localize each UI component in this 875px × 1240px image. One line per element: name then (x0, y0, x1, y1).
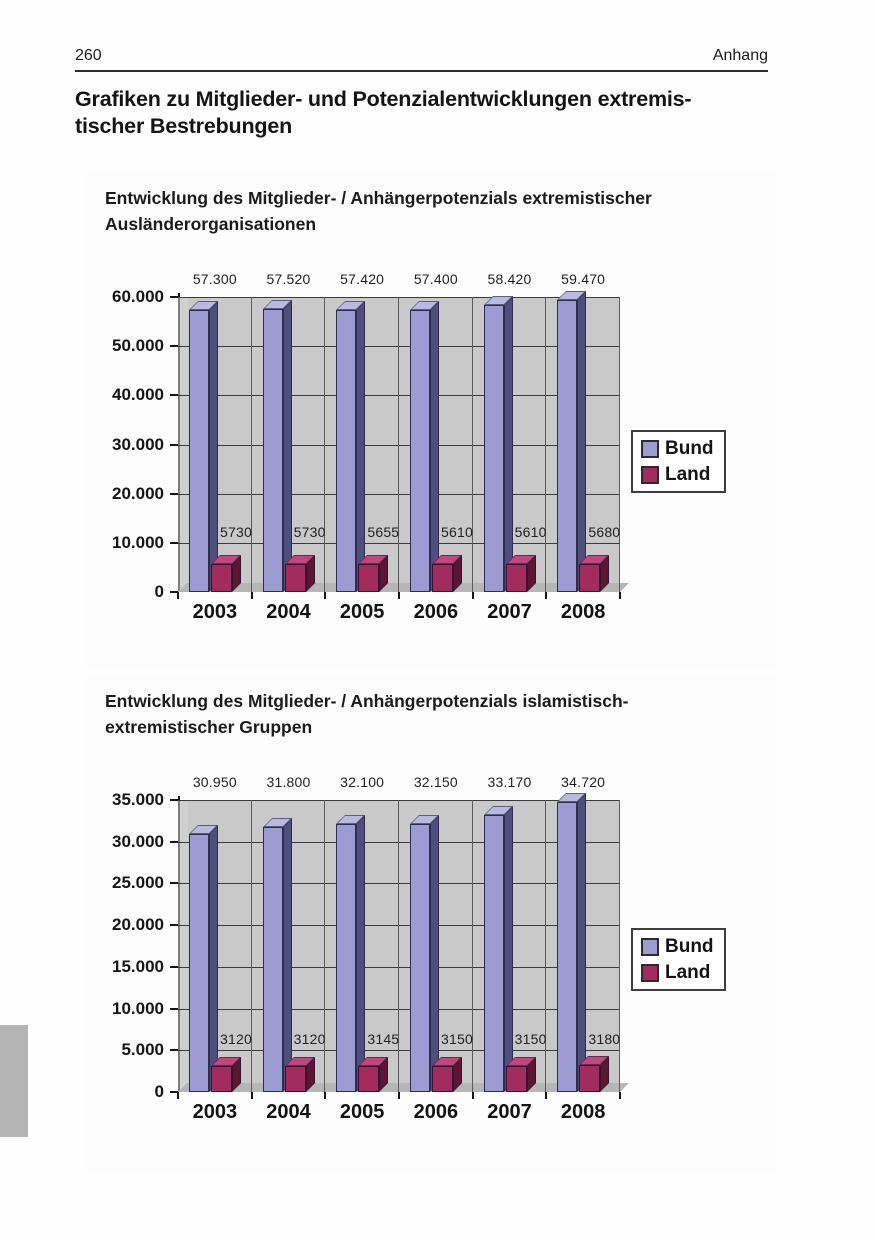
bund-value-label: 57.400 (413, 271, 458, 287)
bund-value-label: 32.150 (413, 774, 458, 790)
gridline (178, 445, 620, 446)
bund-bar-2006-side (430, 301, 439, 592)
bund-bar-2004-side (283, 300, 292, 592)
bund-value-label: 59.470 (561, 271, 606, 287)
category-separator (472, 800, 473, 1092)
y-tick-mark (170, 841, 178, 843)
plot-area (178, 800, 620, 1092)
x-tick-mark (324, 592, 326, 599)
legend-item-land (641, 465, 714, 484)
chart-islamistische-gruppen (85, 675, 775, 1172)
x-axis (178, 1092, 630, 1136)
gridline (178, 494, 620, 495)
land-bar-2005 (358, 1066, 379, 1092)
land-bar-2006 (432, 1066, 453, 1092)
chart-title (105, 185, 652, 237)
bund-bar-2006-side (430, 815, 439, 1092)
bund-bar-2003-side (209, 301, 218, 592)
x-tick-label: 2008 (560, 601, 606, 623)
x-tick-label: 2003 (192, 601, 238, 623)
x-axis (178, 592, 630, 636)
land-value-label: 5730 (220, 523, 252, 540)
bund-bar-2004-side (283, 818, 292, 1092)
x-tick-mark (251, 1092, 253, 1099)
gridline (178, 800, 620, 801)
category-separator (398, 297, 399, 592)
y-tick-mark (170, 1049, 178, 1051)
x-tick-label: 2003 (192, 1101, 238, 1123)
y-axis (85, 790, 178, 1101)
gridline (178, 925, 620, 926)
bund-value-label: 30.950 (192, 774, 237, 790)
y-tick-label: 40.000 (112, 385, 164, 405)
legend-item-bund (641, 439, 714, 458)
land-value-label: 3150 (441, 1031, 473, 1048)
land-value-label: 5610 (441, 523, 473, 540)
land-bar-2005 (358, 564, 379, 592)
land-bar-2007 (506, 1066, 527, 1092)
chart-title-line1: Entwicklung des Mitglieder- / Anhängerpotenzials islamistisch- (105, 691, 629, 711)
gridline (178, 967, 620, 968)
category-separator (472, 297, 473, 592)
x-tick-mark (177, 1092, 179, 1099)
gridline (178, 842, 620, 843)
category-separator (545, 297, 546, 592)
legend (631, 928, 726, 991)
legend-item-bund (641, 937, 714, 956)
category-separator (251, 800, 252, 1092)
category-separator (251, 297, 252, 592)
x-tick-label: 2004 (266, 1101, 311, 1123)
chart-title (105, 688, 628, 740)
bund-bar-2007 (484, 815, 504, 1092)
land-bar-2008 (579, 564, 600, 592)
bund-swatch (641, 440, 659, 458)
y-tick-label: 30.000 (112, 434, 164, 454)
x-tick-label: 2005 (339, 601, 385, 623)
legend-label-bund: Bund (665, 936, 714, 957)
category-separator (398, 800, 399, 1092)
x-tick-mark (619, 1092, 621, 1099)
bund-bar-2005 (336, 824, 356, 1092)
page-number: 260 (75, 47, 102, 64)
y-tick-label: 10.000 (112, 532, 164, 552)
y-tick-label: 5.000 (121, 1040, 164, 1060)
y-tick-mark (170, 444, 178, 446)
chart-title-line1: Entwicklung des Mitglieder- / Anhängerpotenzials extremistischer (105, 188, 652, 208)
x-tick-mark (472, 1092, 474, 1099)
y-tick-mark (170, 394, 178, 396)
page-title-line1: Grafiken zu Mitglieder- und Potenzialentwicklungen extremis- (75, 87, 692, 111)
y-tick-label: 20.000 (112, 915, 164, 935)
gridline (178, 297, 620, 298)
y-tick-mark (170, 924, 178, 926)
land-bar-2003 (211, 1066, 232, 1092)
bund-value-label: 34.720 (561, 774, 606, 790)
bund-bar-2003 (189, 834, 209, 1092)
chart-title-line2: Ausländerorganisationen (105, 214, 317, 234)
plot-side-wall (178, 800, 188, 1092)
y-tick-label: 0 (154, 582, 164, 601)
land-value-label: 3180 (588, 1031, 621, 1048)
land-value-label: 5730 (293, 523, 326, 540)
x-tick-mark (545, 592, 547, 599)
legend-label-land: Land (665, 464, 711, 485)
bund-bar-2006 (410, 824, 430, 1092)
x-tick-mark (398, 1092, 400, 1099)
gridline (178, 346, 620, 347)
gridline (178, 395, 620, 396)
y-tick-mark (170, 493, 178, 495)
x-tick-mark (324, 1092, 326, 1099)
bund-value-label: 58.420 (487, 271, 532, 287)
category-separator (619, 297, 620, 592)
y-tick-mark (170, 882, 178, 884)
gridline (178, 883, 620, 884)
bund-bar-2008 (557, 300, 577, 592)
bund-bar-2005 (336, 310, 356, 592)
y-tick-label: 15.000 (112, 956, 164, 976)
gridline (178, 1050, 620, 1051)
bund-bar-2008 (557, 802, 577, 1092)
legend-item-land (641, 963, 714, 982)
bund-value-label: 32.100 (340, 774, 385, 790)
category-separator (324, 297, 325, 592)
land-value-label: 3120 (293, 1031, 326, 1048)
bund-value-label: 57.420 (340, 271, 385, 287)
y-tick-label: 0 (154, 1082, 164, 1101)
bund-value-label: 33.170 (487, 774, 532, 790)
page-title (75, 86, 785, 140)
x-tick-label: 2004 (266, 601, 311, 623)
bund-value-label: 57.520 (266, 271, 311, 287)
land-value-label: 3150 (514, 1031, 547, 1048)
y-tick-label: 50.000 (112, 336, 164, 356)
section-header: Anhang (712, 47, 768, 64)
legend (631, 430, 726, 493)
y-tick-mark (170, 542, 178, 544)
bund-bar-2006 (410, 310, 430, 592)
x-tick-mark (177, 592, 179, 599)
y-tick-label: 25.000 (112, 873, 164, 893)
bund-value-labels (178, 271, 620, 289)
x-tick-label: 2005 (339, 1101, 385, 1123)
y-tick-label: 10.000 (112, 998, 164, 1018)
y-tick-label: 35.000 (112, 790, 164, 809)
category-separator (545, 800, 546, 1092)
land-bar-2004 (285, 564, 306, 592)
bund-swatch (641, 938, 659, 956)
land-value-label: 3120 (220, 1031, 252, 1048)
y-tick-mark (170, 966, 178, 968)
y-tick-mark (170, 345, 178, 347)
category-separator (619, 800, 620, 1092)
land-swatch (641, 466, 659, 484)
page-title-line2: tischer Bestrebungen (75, 114, 293, 138)
bund-value-labels (178, 774, 620, 792)
x-tick-mark (619, 592, 621, 599)
gridline (178, 543, 620, 544)
y-axis (85, 287, 178, 601)
y-tick-label: 30.000 (112, 831, 164, 851)
x-tick-mark (251, 592, 253, 599)
bund-bar-2008-side (577, 291, 586, 592)
chart-title-line2: extremistischer Gruppen (105, 717, 313, 737)
bund-bar-2003-side (209, 825, 218, 1092)
chart-auslaenderorganisationen (85, 172, 775, 669)
land-bar-2007 (506, 564, 527, 592)
bund-bar-2004 (263, 827, 283, 1092)
x-tick-label: 2006 (413, 601, 459, 623)
y-tick-label: 20.000 (112, 483, 164, 503)
legend-label-land: Land (665, 962, 711, 983)
land-value-label: 5680 (588, 523, 621, 540)
x-tick-mark (545, 1092, 547, 1099)
bund-bar-2004 (263, 309, 283, 592)
bund-bar-2007 (484, 305, 504, 592)
bund-value-label: 57.300 (192, 271, 237, 287)
x-tick-label: 2008 (560, 1101, 606, 1123)
plot-area (178, 297, 620, 592)
x-tick-label: 2006 (413, 1101, 459, 1123)
land-bar-2003 (211, 564, 232, 592)
land-bar-2006 (432, 564, 453, 592)
bund-bar-2007-side (504, 296, 513, 592)
bund-bar-2005-side (356, 301, 365, 592)
land-value-label: 5610 (514, 523, 547, 540)
x-tick-label: 2007 (487, 601, 532, 623)
category-separator (324, 800, 325, 1092)
x-tick-mark (398, 592, 400, 599)
y-tick-mark (170, 1008, 178, 1010)
gridline (178, 1009, 620, 1010)
legend-label-bund: Bund (665, 438, 714, 459)
bund-bar-2003 (189, 310, 209, 592)
land-bar-2004 (285, 1066, 306, 1092)
bund-bar-2005-side (356, 815, 365, 1092)
x-tick-mark (472, 592, 474, 599)
land-value-label: 3145 (367, 1031, 400, 1048)
bund-bar-2007-side (504, 806, 513, 1092)
y-tick-mark (170, 296, 178, 298)
page-header (75, 47, 768, 72)
y-tick-label: 60.000 (112, 287, 164, 306)
x-tick-label: 2007 (487, 1101, 532, 1123)
bund-value-label: 31.800 (266, 774, 311, 790)
land-bar-2008 (579, 1065, 600, 1092)
y-tick-mark (170, 799, 178, 801)
land-swatch (641, 964, 659, 982)
page-edge-marker (0, 1025, 28, 1137)
land-value-label: 5655 (367, 523, 400, 540)
